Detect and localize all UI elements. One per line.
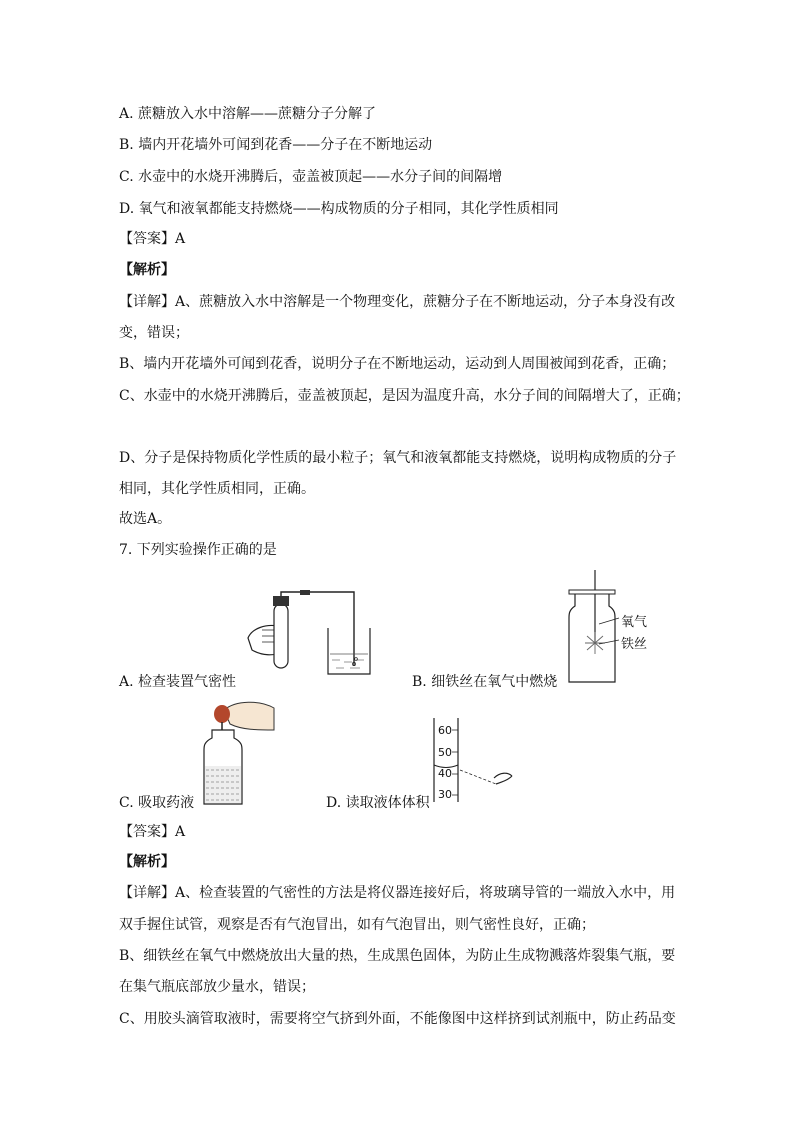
glass-plate (569, 590, 615, 594)
q6-detail-line7: 故选A。 (119, 511, 172, 527)
q6-option-d: D. 氧气和液氧都能支持燃烧——构成物质的分子相同，其化学性质相同 (119, 201, 559, 217)
tick-60: 60 (438, 724, 452, 737)
rubber-bulb (214, 705, 230, 723)
figure-b-iron-burning (563, 570, 663, 686)
q7-stem: 7. 下列实验操作正确的是 (119, 542, 277, 558)
q7-option-b: B. 细铁丝在氧气中燃烧 (412, 674, 558, 690)
figure-c-dropper (200, 700, 276, 806)
figure-a-airtightness-check (244, 590, 376, 678)
tick-40: 40 (438, 767, 452, 780)
q6-detail-line4: C、水壶中的水烧开沸腾后，壶盖被顶起，是因为温度升高，水分子间的间隔增大了，正确； (119, 388, 690, 404)
q6-answer: 【答案】A (119, 231, 186, 247)
q7-answer: 【答案】A (119, 824, 186, 840)
hand-icon (224, 702, 274, 730)
q7-option-a: A. 检查装置气密性 (119, 674, 237, 690)
label-oxygen: 氧气 (621, 615, 648, 630)
q6-detail-line1: 【详解】A、蔗糖放入水中溶解是一个物理变化，蔗糖分子在不断地运动，分子本身没有改 (119, 294, 676, 310)
beaker (328, 628, 370, 674)
q7-detail-line4: 在集气瓶底部放少量水，错误； (119, 979, 315, 995)
rubber-stopper (273, 596, 289, 606)
q7-option-c: C. 吸取药液 (119, 795, 195, 811)
gas-jar (569, 594, 615, 682)
q6-option-a: A. 蔗糖放入水中溶解——蔗糖分子分解了 (119, 106, 377, 122)
q6-detail-line2: 变，错误； (119, 325, 189, 341)
label-iron-wire: 铁丝 (621, 637, 648, 652)
test-tube (274, 604, 288, 668)
q7-detail-line5: C、用胶头滴管取液时，需要将空气挤到外面，不能像图中这样挤到试剂瓶中，防止药品变 (119, 1011, 676, 1027)
q6-detail-line3: B、墙内开花墙外可闻到花香，说明分子在不断地运动，运动到人周围被闻到花香，正确； (119, 356, 676, 372)
tick-50: 50 (438, 746, 452, 759)
glass-tube (281, 592, 354, 666)
q6-analysis-title: 【解析】 (119, 262, 175, 278)
sight-line (460, 770, 496, 784)
q7-option-d: D. 读取液体体积 (326, 795, 430, 811)
q6-detail-line5: D、分子是保持物质化学性质的最小粒子；氧气和液氧都能支持燃烧，说明构成物质的分子 (119, 450, 677, 466)
eye-icon (494, 773, 512, 784)
figure-d-graduated-cylinder (430, 718, 514, 802)
q7-analysis-title: 【解析】 (119, 854, 175, 870)
q6-detail-line6: 相同，其化学性质相同，正确。 (119, 481, 315, 497)
burning-spark-icon (585, 632, 605, 654)
q6-option-b: B. 墙内开花墙外可闻到花香——分子在不断地运动 (119, 137, 433, 153)
q6-option-c: C. 水壶中的水烧开沸腾后，壶盖被顶起——水分子间的间隔增 (119, 169, 503, 185)
q7-detail-line3: B、细铁丝在氧气中燃烧放出大量的热，生成黑色固体，为防止生成物溅落炸裂集气瓶，要 (119, 948, 676, 964)
q7-detail-line2: 双手握住试管，观察是否有气泡冒出，如有气泡冒出，则气密性良好，正确； (119, 917, 595, 933)
tick-30: 30 (438, 788, 452, 801)
q7-detail-line1: 【详解】A、检查装置的气密性的方法是将仪器连接好后，将玻璃导管的一端放入水中，用 (119, 885, 676, 901)
